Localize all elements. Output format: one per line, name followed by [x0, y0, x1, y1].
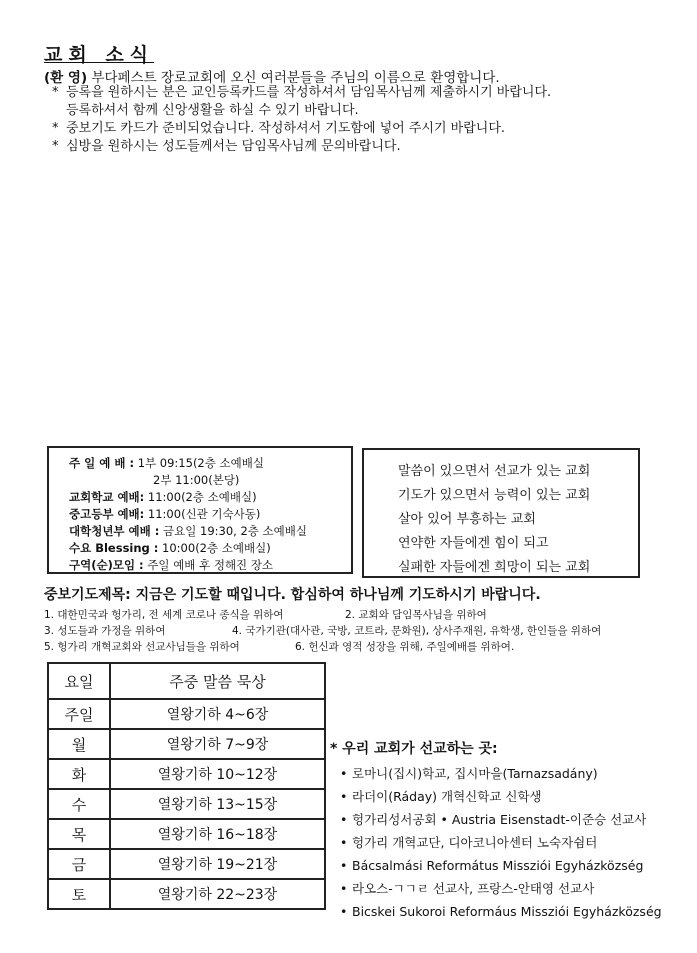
- day-cell: 월: [48, 729, 110, 759]
- motto-line: 실패한 자들에겐 희망이 되는 교회: [398, 560, 591, 575]
- prayer-item: 4. 국가기관(대사관, 국방, 코트라, 문화원), 상사주재원, 유학생, 한인들을 위하여: [232, 625, 602, 637]
- prayer-item: 3. 성도들과 가정을 위하여: [44, 625, 166, 637]
- mission-text: 로마니(집시)학교, 집시마을(Tarnazsadány): [352, 766, 598, 781]
- service-youth: [69, 506, 260, 522]
- list-item: [340, 762, 662, 785]
- weekly-reading-table: [47, 662, 326, 910]
- table-row: [48, 699, 325, 729]
- asterisk-icon: *: [52, 139, 59, 154]
- asterisk-icon: *: [52, 85, 59, 100]
- bullet-icon: •: [340, 766, 348, 781]
- service-label: 대학청년부 예배 :: [69, 524, 160, 538]
- list-item: [340, 831, 662, 854]
- motto-line: 말씀이 있으면서 선교가 있는 교회: [398, 464, 591, 479]
- welcome-text: 부다페스트 장로교회에 오신 여러분들을 주님의 이름으로 환영합니다.: [91, 70, 500, 86]
- missions-list: [340, 762, 662, 923]
- mission-text: 라오스-ㄱㄱㄹ 선교사, 프랑스-안태영 선교사: [352, 881, 595, 896]
- motto-line: 살아 있어 부흥하는 교회: [398, 512, 536, 527]
- news-text: 중보기도 카드가 준비되었습니다. 작성하셔서 기도함에 넣어 주시기 바랍니다.: [66, 121, 506, 136]
- table-row: [48, 759, 325, 789]
- service-time: 11:00(2층 소예배실): [147, 490, 257, 504]
- church-motto-box: [362, 448, 640, 578]
- service-district: [69, 557, 273, 573]
- news-text: 심방을 원하시는 성도들께서는 담임목사님께 문의바랍니다.: [66, 139, 401, 154]
- welcome-line: [44, 66, 500, 86]
- table-row: [48, 729, 325, 759]
- service-times-box: [47, 446, 353, 574]
- day-cell: 수: [48, 789, 110, 819]
- service-label: 주 일 예 배 :: [69, 456, 135, 470]
- welcome-label: (환 영): [44, 70, 88, 86]
- service-time: 주일 예배 후 정해진 장소: [147, 558, 274, 572]
- mission-text: Bicskei Sukoroi Reformáus Missziói Egyházközség: [352, 904, 662, 919]
- news-text-continued: 등록하셔서 함께 신앙생활을 하실 수 있기 바랍니다.: [66, 103, 359, 118]
- mission-text: 헝가리성서공회 • Austria Eisenstadt-이준승 선교사: [352, 812, 647, 827]
- bullet-icon: •: [340, 835, 348, 850]
- news-item: [48, 84, 668, 120]
- reading-cell: 열왕기하 7~9장: [110, 729, 325, 759]
- table-row: [48, 819, 325, 849]
- service-time: 2부 11:00(본당): [153, 473, 240, 487]
- page-title: 교회 소식: [44, 44, 155, 66]
- reading-cell: 열왕기하 4~6장: [110, 699, 325, 729]
- day-cell: 금: [48, 849, 110, 879]
- prayer-item: 6. 헌신과 영적 성장을 위해, 주일예배를 위하여.: [295, 641, 515, 653]
- day-cell: 토: [48, 879, 110, 909]
- motto-line: 기도가 있으면서 능력이 있는 교회: [398, 488, 591, 503]
- table-row: [48, 879, 325, 909]
- table-row: [48, 789, 325, 819]
- bullet-icon: •: [340, 881, 348, 896]
- service-sunday-second: [153, 472, 239, 488]
- service-time: 1부 09:15(2층 소예배실: [137, 456, 264, 470]
- header-day: 요일: [48, 663, 110, 699]
- news-list: [48, 84, 668, 156]
- reading-cell: 열왕기하 19~21장: [110, 849, 325, 879]
- service-time: 11:00(신관 기숙사동): [147, 507, 261, 521]
- prayer-title: 중보기도제목: 지금은 기도할 때입니다. 합심하여 하나님께 기도하시기 바랍니다.: [44, 587, 541, 603]
- header-reading: 주중 말씀 묵상: [110, 663, 325, 699]
- news-text: 등록을 원하시는 분은 교인등록카드를 작성하셔서 담임목사님께 제출하시기 바랍니다.: [66, 85, 552, 100]
- service-wednesday: [69, 540, 271, 556]
- asterisk-icon: *: [52, 121, 59, 136]
- service-label: 교회학교 예배:: [69, 490, 145, 504]
- bullet-icon: •: [340, 789, 348, 804]
- service-time: 금요일 19:30, 2층 소예배실: [163, 524, 307, 538]
- service-label: 구역(순)모임 :: [69, 558, 144, 572]
- table-header-row: [48, 663, 325, 699]
- reading-cell: 열왕기하 22~23장: [110, 879, 325, 909]
- motto-line: 연약한 자들에겐 힘이 되고: [398, 536, 549, 551]
- bullet-icon: •: [340, 858, 348, 873]
- reading-cell: 열왕기하 10~12장: [110, 759, 325, 789]
- service-school: [69, 489, 257, 505]
- service-label: 수요 Blessing :: [69, 541, 159, 555]
- list-item: [340, 854, 662, 877]
- service-sunday: [69, 455, 264, 471]
- list-item: [340, 877, 662, 900]
- missions-title: * 우리 교회가 선교하는 곳:: [330, 741, 498, 757]
- prayer-item: 1. 대한민국과 헝가리, 전 세계 코로나 종식을 위하여: [44, 609, 284, 621]
- prayer-item: 2. 교회와 담임목사님을 위하여: [345, 609, 487, 621]
- service-label: 중고등부 예배:: [69, 507, 145, 521]
- mission-text: 헝가리 개혁교단, 디아코니아센터 노숙자쉼터: [352, 835, 598, 850]
- day-cell: 목: [48, 819, 110, 849]
- service-time: 10:00(2층 소예배실): [162, 541, 271, 555]
- day-cell: 화: [48, 759, 110, 789]
- news-item: [48, 120, 668, 138]
- mission-text: 라더이(Ráday) 개혁신학교 신학생: [352, 789, 542, 804]
- list-item: [340, 785, 662, 808]
- list-item: [340, 900, 662, 923]
- reading-cell: 열왕기하 13~15장: [110, 789, 325, 819]
- bullet-icon: •: [340, 904, 348, 919]
- service-college: [69, 523, 307, 539]
- list-item: [340, 808, 662, 831]
- mission-text: Bácsalmási Református Missziói Egyházközség: [352, 858, 644, 873]
- prayer-item: 5. 헝가리 개혁교회와 선교사님들을 위하여: [44, 641, 240, 653]
- reading-cell: 열왕기하 16~18장: [110, 819, 325, 849]
- day-cell: 주일: [48, 699, 110, 729]
- table-row: [48, 849, 325, 879]
- news-item: [48, 138, 668, 156]
- bullet-icon: •: [340, 812, 348, 827]
